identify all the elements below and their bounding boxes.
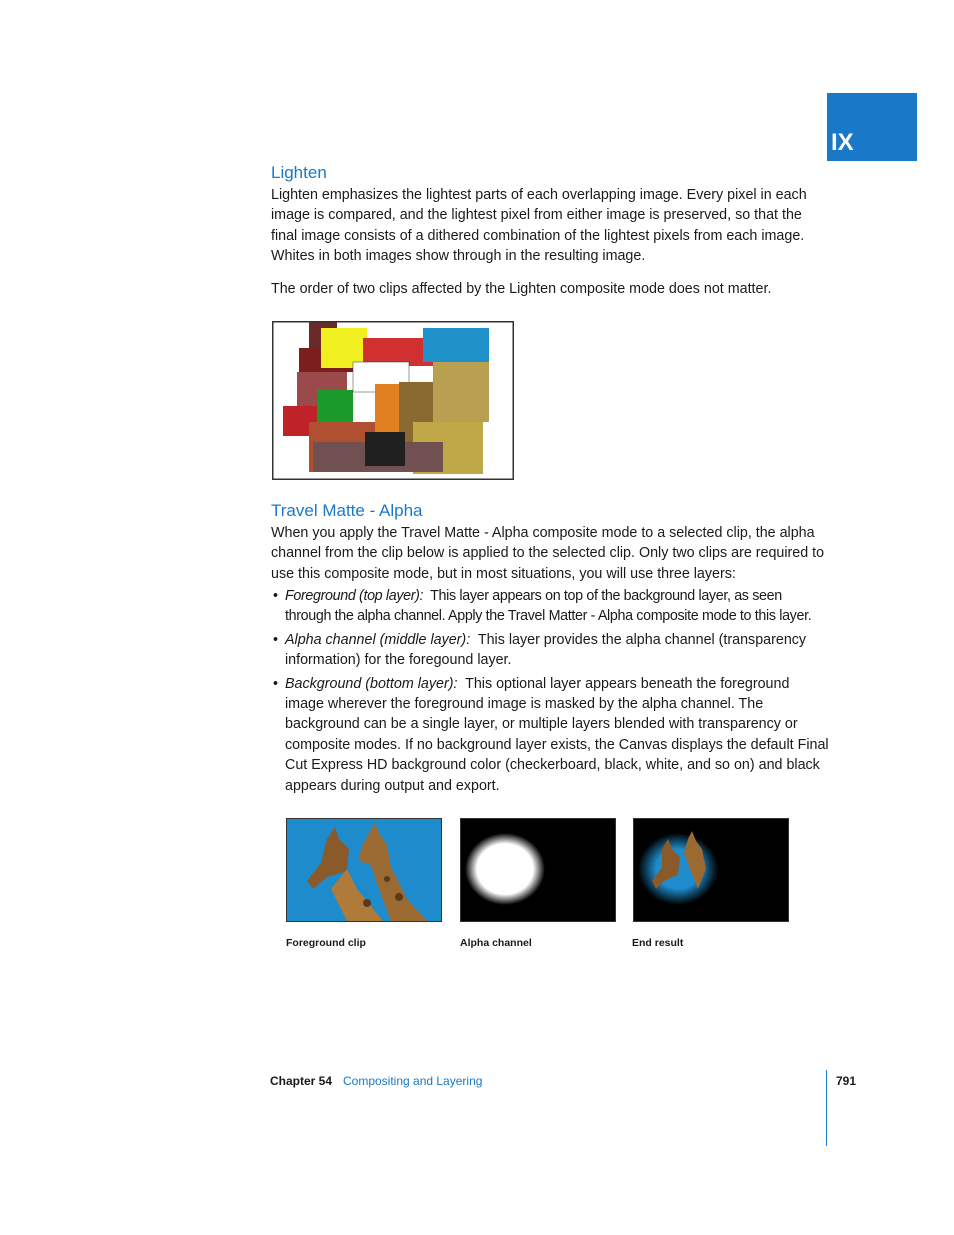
page-number: 791 <box>836 1074 857 1088</box>
list-item-term: Alpha channel (middle layer): <box>285 631 471 648</box>
lighten-heading: Lighten <box>271 163 327 182</box>
foreground-clip-image <box>286 818 442 922</box>
list-item <box>271 674 831 796</box>
layer-list <box>271 586 831 799</box>
list-item-text: This optional layer appears beneath the foreground image wherever the foreground image is masked by the alpha channel. The background can be a single layer, or multiple layers blended with transparency or composite modes. If no background layer exists, the Canvas displays the default Final Cut Express HD background color (checkerboard, black, white, and so on) and black appears during output and export. <box>285 675 829 794</box>
end-result-caption: End result <box>632 937 684 949</box>
list-item-text: This layer provides the alpha channel (transparency information) for the foregound layer. <box>285 631 807 669</box>
footer-chapter-title: Compositing and Layering <box>343 1074 483 1088</box>
list-item <box>271 586 831 627</box>
section-tab-label: IX <box>831 129 854 156</box>
list-item-term: Background (bottom layer): <box>285 675 458 692</box>
lighten-paragraph-2: The order of two clips affected by the Lighten composite mode does not matter. <box>271 281 772 297</box>
alpha-channel-image <box>460 818 616 922</box>
travel-matte-heading: Travel Matte - Alpha <box>271 501 423 520</box>
travel-matte-intro: When you apply the Travel Matte - Alpha composite mode to a selected clip, the alpha channel from the clip below is applied to the selected clip. Only two clips are required to use this composite mode, but in most situations, you will use three layers: <box>271 525 825 582</box>
lighten-composite-image <box>272 321 514 480</box>
footer-divider <box>826 1070 827 1146</box>
lighten-paragraph-1: Lighten emphasizes the lightest parts of each overlapping image. Every pixel in each image is compared, and the lightest pixel from either image is preserved, so that the final image consists of a dithered combination of the lightest pixels from each image. Whites in both images show through in the resulting image. <box>271 187 807 265</box>
footer-chapter: Chapter 54 <box>270 1074 333 1088</box>
alpha-channel-caption: Alpha channel <box>460 937 532 949</box>
list-item-text: This layer appears on top of the background layer, as seen through the alpha channel. Apply the Travel Matter - Alpha composite mode to this layer. <box>285 588 812 625</box>
list-item-term: Foreground (top layer): <box>285 588 424 604</box>
section-tab <box>827 93 917 161</box>
list-item <box>271 630 831 671</box>
foreground-clip-caption: Foreground clip <box>286 937 366 949</box>
end-result-image <box>633 818 789 922</box>
